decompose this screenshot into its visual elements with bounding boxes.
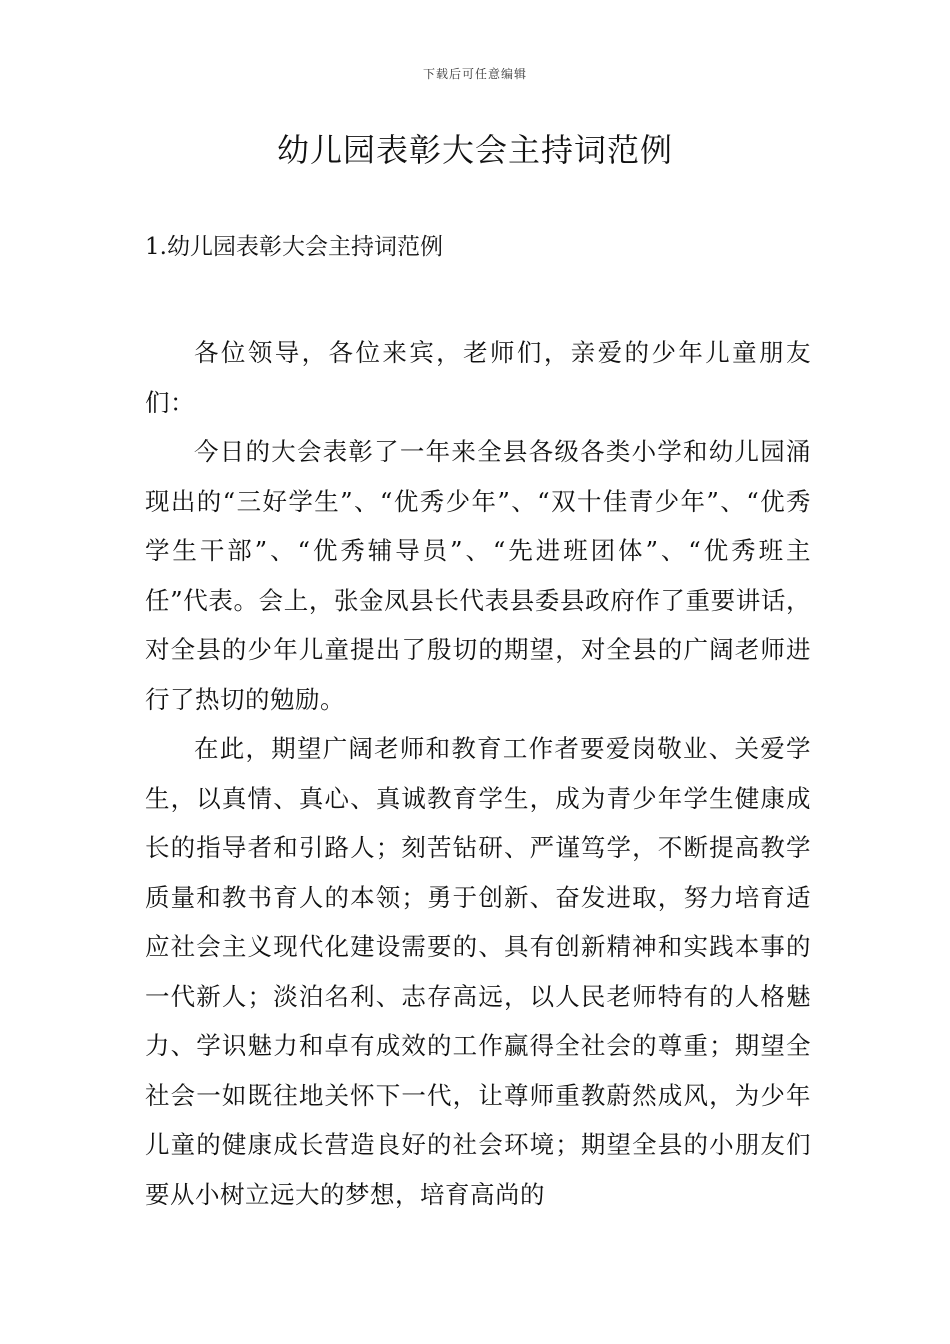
paragraph-greeting: 各位领导，各位来宾，老师们，亲爱的少年儿童朋友们：: [145, 338, 811, 417]
paragraph-summary: 今日的大会表彰了一年来全县各级各类小学和幼儿园涌现出的“三好学生”、“优秀少年”、“双十佳青少年”、“优秀学生干部”、“优秀辅导员”、“先进班团体”、“优秀班主任”代表。会上，张金凤县长代表县委县政府作了重要讲话，对全县的少年儿童提出了殷切的期望，对全县的广阔老师进行了热切的勉励。: [145, 437, 811, 714]
section-heading: 1.幼儿园表彰大会主持词范例: [145, 234, 443, 260]
document-body: [145, 328, 811, 1219]
paragraph-expectations: 在此，期望广阔老师和教育工作者要爱岗敬业、关爱学生，以真情、真心、真诚教育学生，成为青少年学生健康成长的指导者和引路人；刻苦钻研、严谨笃学，不断提高教学质量和教书育人的本领；勇于创新、奋发进取，努力培育适应社会主义现代化建设需要的、具有创新精神和实践本事的一代新人；淡泊名利、志存高远，以人民老师特有的人格魅力、学识魅力和卓有成效的工作赢得全社会的尊重；期望全社会一如既往地关怀下一代，让尊师重教蔚然成风，为少年儿童的健康成长营造良好的社会环境；期望全县的小朋友们要从小树立远大的梦想，培育高尚的: [145, 734, 811, 1209]
page-header-note: 下载后可任意编辑: [422, 67, 527, 81]
document-title: 幼儿园表彰大会主持词范例: [276, 131, 673, 169]
